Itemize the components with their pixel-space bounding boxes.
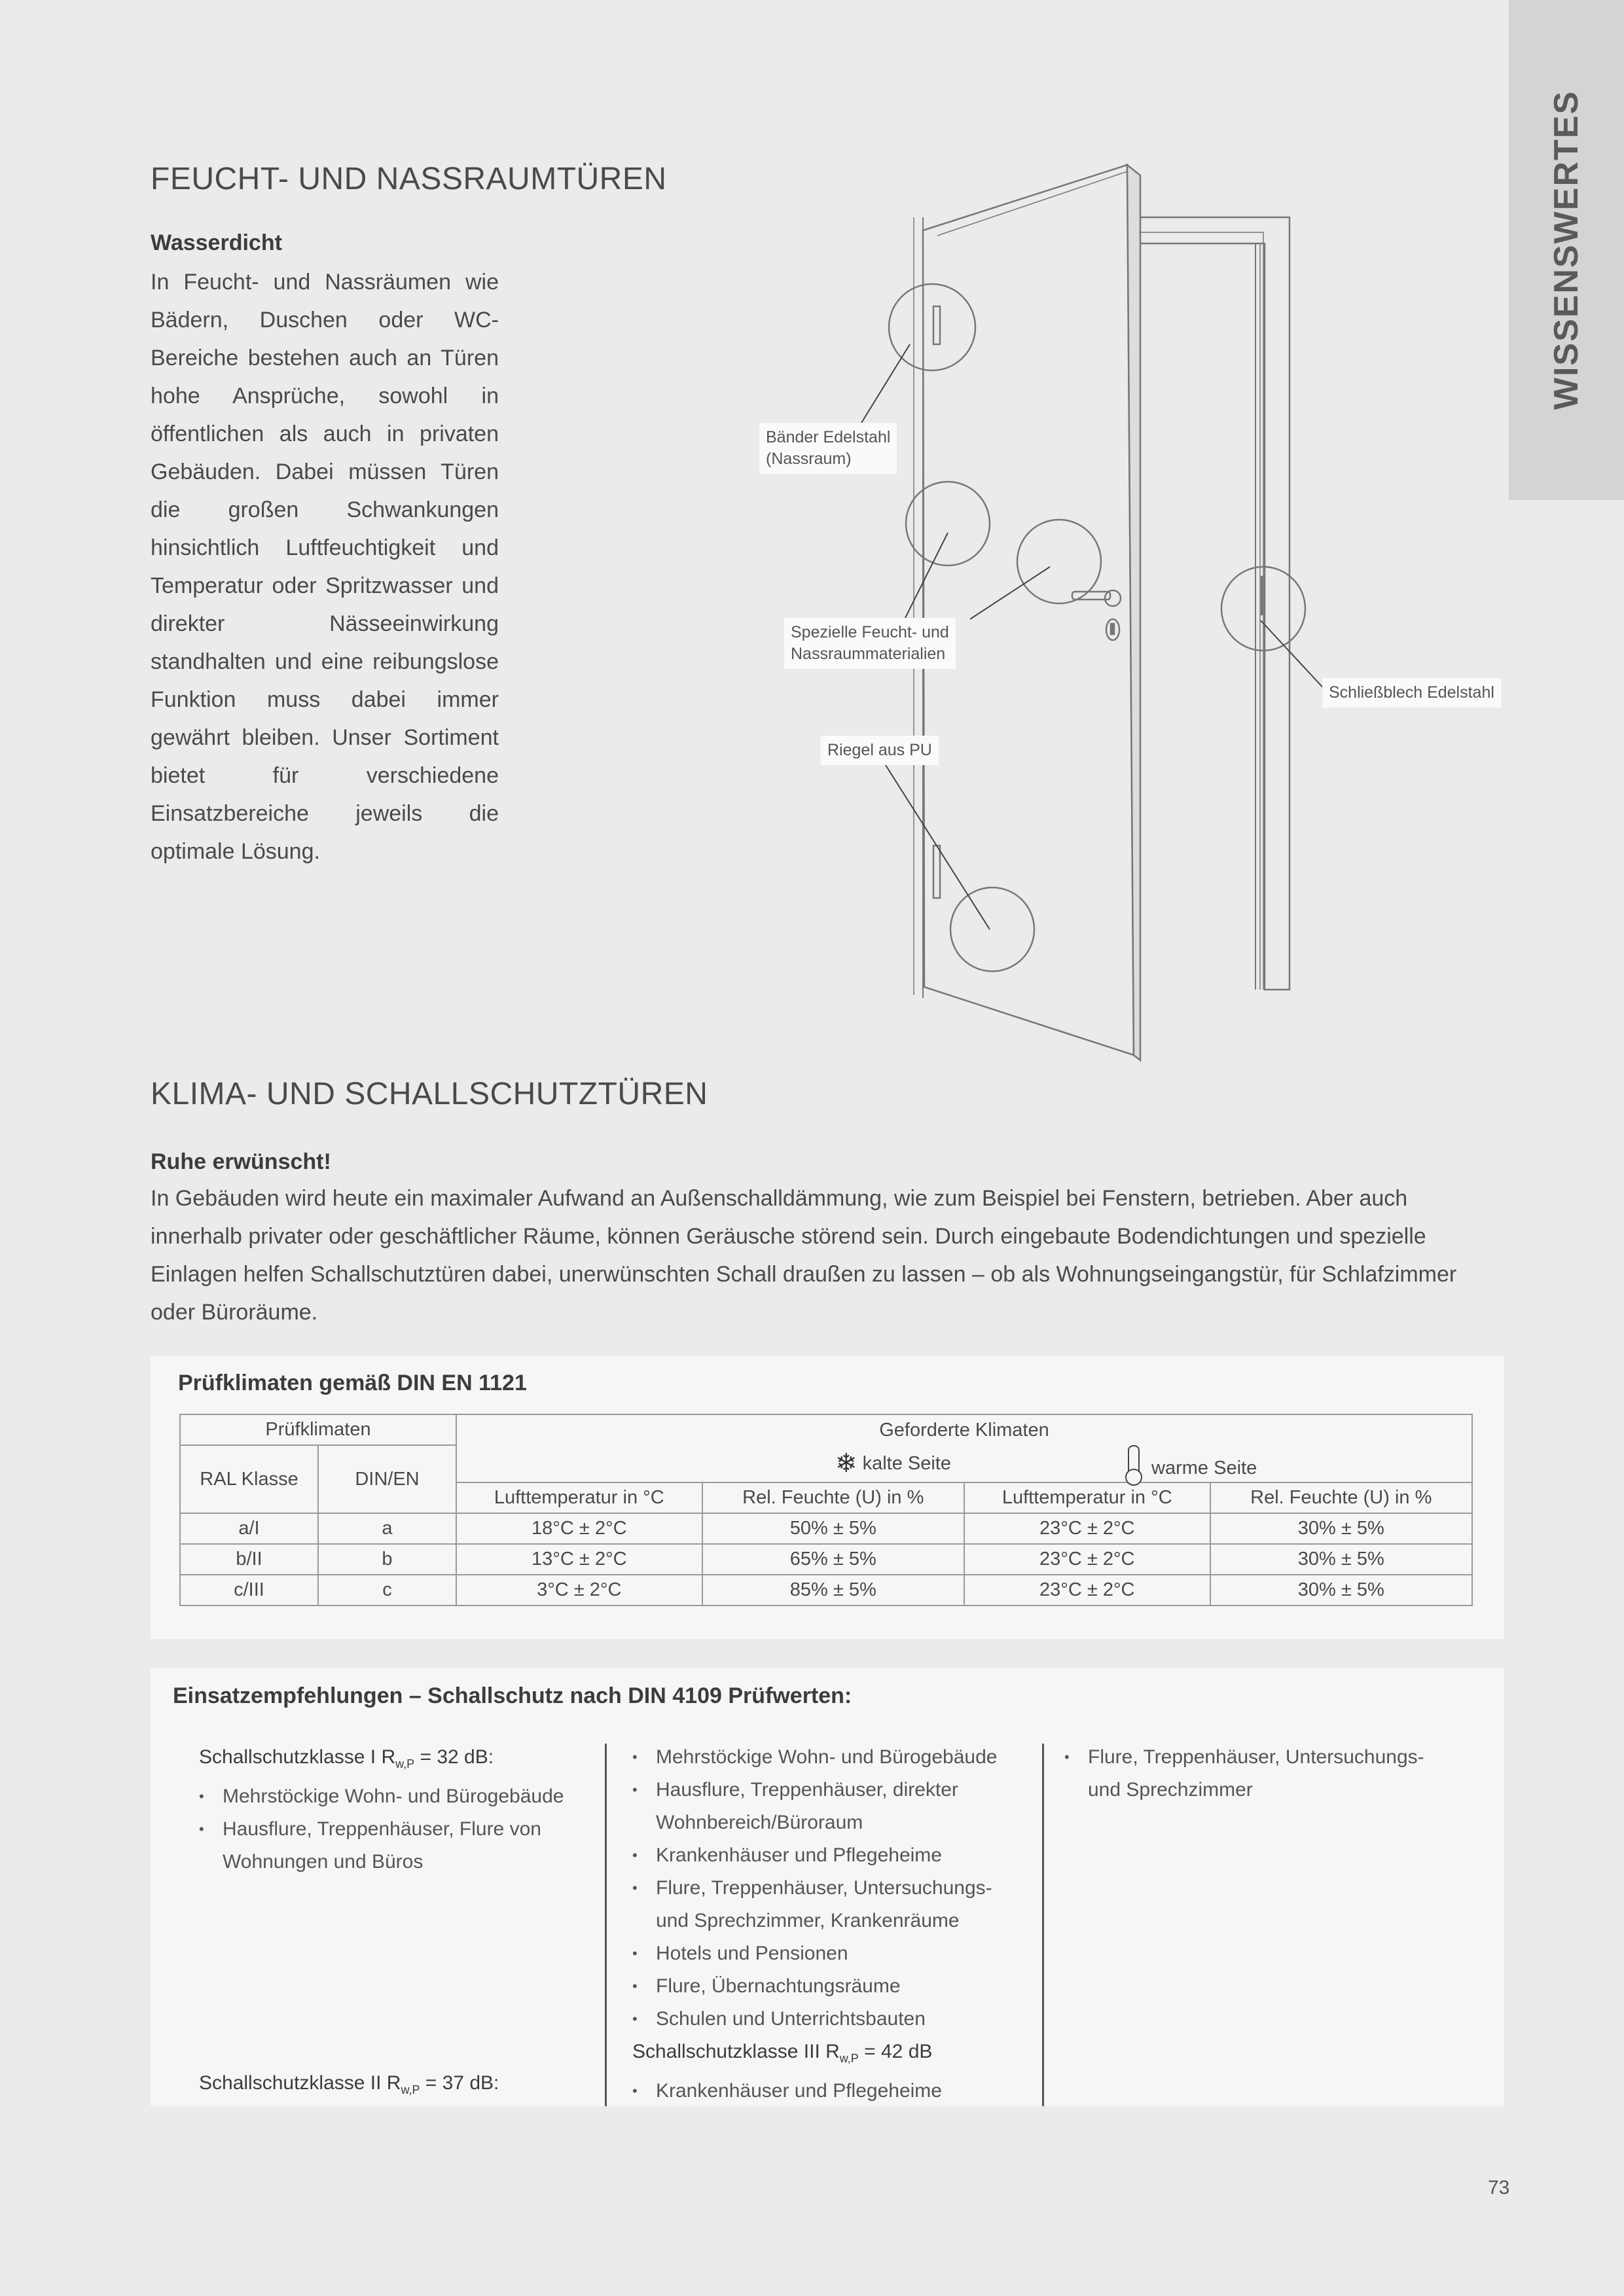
section1-subtitle: Wasserdicht — [151, 230, 282, 255]
climate-table-title: Prüfklimaten gemäß DIN EN 1121 — [178, 1371, 527, 1395]
table-cell: 65% ± 5% — [702, 1544, 964, 1575]
list-item: • Flure, Übernachtungsräume — [632, 1970, 1019, 2003]
th-kalte: kalte Seite — [862, 1453, 951, 1474]
recommendations-title: Einsatzempfehlungen – Schallschutz nach DIN 4109 Prüfwerten: — [173, 1683, 852, 1708]
table-cell: 3°C ± 2°C — [456, 1575, 702, 1605]
section2-title: KLIMA- UND SCHALLSCHUTZTÜREN — [151, 1077, 708, 1111]
door-diagram — [0, 0, 1624, 1113]
section2-subtitle: Ruhe erwünscht! — [151, 1149, 331, 1174]
th-warme-cell — [964, 1445, 1472, 1482]
hinge-top — [933, 306, 940, 344]
rec-column-2 — [632, 1741, 1019, 2108]
callout-schliessblech: Schließblech Edelstahl — [1322, 678, 1501, 708]
callout-circle-handle — [1017, 520, 1101, 603]
recommendations-box — [151, 1668, 1504, 2106]
side-tab-label: WISSENSWERTES — [1547, 90, 1585, 410]
list-item: • Flure, Treppenhäuser, Untersuchungs- und Sprechzimmer — [1064, 1741, 1431, 1806]
table-cell: c/III — [180, 1575, 318, 1605]
th-din: DIN/EN — [318, 1445, 456, 1513]
th-feuchte1: Rel. Feuchte (U) in % — [702, 1482, 964, 1513]
th-pruefklimaten: Prüfklimaten — [180, 1414, 456, 1445]
table-cell: 13°C ± 2°C — [456, 1544, 702, 1575]
snowflake-icon: ❄ — [835, 1449, 857, 1478]
list-item: • Mehrstöckige Wohn- und Bürogebäude — [199, 1780, 579, 1813]
class2-heading-wrap — [199, 2067, 579, 2106]
table-cell: 23°C ± 2°C — [964, 1513, 1210, 1544]
thermometer-icon — [1128, 1445, 1140, 1482]
table-cell: a — [318, 1513, 456, 1544]
table-cell: b — [318, 1544, 456, 1575]
table-cell: b/II — [180, 1544, 318, 1575]
th-luft2: Lufttemperatur in °C — [964, 1482, 1210, 1513]
table-cell: 30% ± 5% — [1210, 1513, 1472, 1544]
class1-heading: Schallschutzklasse I $R_{w,P} = 32$ dB: — [199, 1746, 494, 1770]
callout-circle-latch — [950, 888, 1034, 971]
table-cell: 18°C ± 2°C — [456, 1513, 702, 1544]
table-row — [180, 1575, 1472, 1605]
list-item: • Hotels und Pensionen — [632, 1937, 1019, 1970]
class3-heading: Schallschutzklasse III $R_{w,P} = 42$ dB — [632, 2041, 933, 2065]
list-item: • Hausflure, Treppenhäuser, direkter Wohnbereich/Büroraum — [632, 1774, 1019, 1839]
table-cell: 23°C ± 2°C — [964, 1544, 1210, 1575]
table-cell: 30% ± 5% — [1210, 1575, 1472, 1605]
th-geforderte: Geforderte Klimaten — [456, 1414, 1472, 1445]
table-row — [180, 1544, 1472, 1575]
list-item: • Krankenhäuser und Pflegeheime — [632, 2075, 1019, 2108]
hinge-bottom — [933, 846, 940, 898]
callout-baender: Bänder Edelstahl (Nassraum) — [759, 423, 897, 474]
table-cell: a/I — [180, 1513, 318, 1544]
th-warme: warme Seite — [1151, 1458, 1257, 1479]
table-cell: 23°C ± 2°C — [964, 1575, 1210, 1605]
list-item: • Schulen und Unterrichtsbauten — [632, 2003, 1019, 2036]
th-ral: RAL Klasse — [180, 1445, 318, 1513]
table-cell: 50% ± 5% — [702, 1513, 964, 1544]
table-cell: 85% ± 5% — [702, 1575, 964, 1605]
th-kalte-cell — [456, 1445, 964, 1482]
list-item: • Mehrstöckige Wohn- und Bürogebäude — [632, 1741, 1019, 1774]
list-item: • Flure, Treppenhäuser, Untersuchungs- und Sprechzimmer, Krankenräume — [632, 1872, 1019, 1937]
rec-column-3 — [1064, 1741, 1431, 1806]
list-item: • Hausflure, Treppenhäuser, Flure von Wohnungen und Büros — [199, 1813, 579, 1878]
section1-title: FEUCHT- UND NASSRAUMTÜREN — [151, 162, 667, 196]
climate-table-box — [151, 1356, 1504, 1639]
list-item: • Krankenhäuser und Pflegeheime — [632, 1839, 1019, 1872]
rec-column-1 — [199, 1741, 579, 1878]
page-number: 73 — [1488, 2177, 1510, 2198]
callout-circle-material — [906, 482, 990, 565]
column-divider — [605, 1744, 607, 2106]
class2-heading: Schallschutzklasse II $R_{w,P} = 37$ dB: — [199, 2072, 499, 2096]
th-feuchte2: Rel. Feuchte (U) in % — [1210, 1482, 1472, 1513]
column-divider — [1042, 1744, 1044, 2106]
callout-spezielle: Spezielle Feucht- und Nassraummaterialien — [784, 618, 956, 669]
table-row — [180, 1513, 1472, 1544]
section1-text: In Feucht- und Nassräumen wie Bädern, Duschen oder WC-Bereiche bestehen auch an Türen hohe Ansprüche, sowohl in öffentlichen als auch in privaten Gebäuden. Dabei müssen Türen die großen Schwankungen hinsichtlich Luftfeuchtigkeit und Temperatur oder Spritzwasser und direkter Nässeeinwirkung standhalten und eine reibungslose Funktion muss dabei immer gewährt bleiben. Unser Sortiment bietet für verschiedene Einsatzbereiche jeweils die optimale Lösung. — [151, 270, 499, 864]
th-luft1: Lufttemperatur in °C — [456, 1482, 702, 1513]
callout-riegel: Riegel aus PU — [821, 736, 939, 765]
climate-table — [179, 1414, 1473, 1606]
section2-text: In Gebäuden wird heute ein maximaler Aufwand an Außenschalldämmung, wie zum Beispiel bei Fenstern, betrieben. Aber auch innerhalb privater oder geschäftlicher Räume, können Geräusche störend sein. Durch eingebaute Bodendichtungen und spezielle Einlagen helfen Schallschutztüren dabei, unerwünschten Schall draußen zu lassen – ob als Wohnungseingangstür, für Schlafzimmer oder Büroräume. — [151, 1186, 1457, 1325]
table-cell: 30% ± 5% — [1210, 1544, 1472, 1575]
table-cell: c — [318, 1575, 456, 1605]
door-leaf — [923, 165, 1134, 1055]
